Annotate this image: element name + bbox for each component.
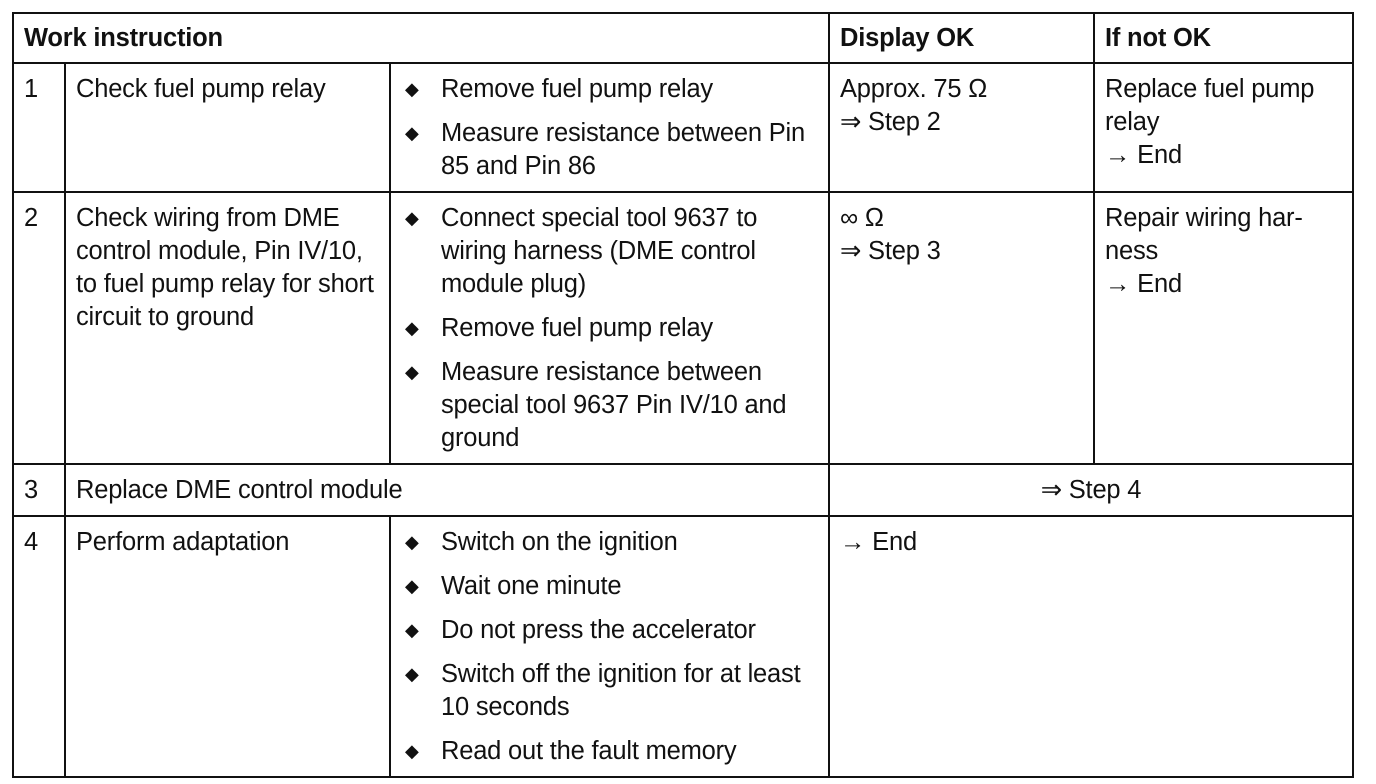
action-item: ◆ Do not press the accelerator — [401, 614, 818, 647]
table-row — [13, 192, 1353, 464]
diamond-bullet-icon: ◆ — [405, 620, 419, 640]
action-item: ◆ Switch on the ignition — [401, 526, 818, 559]
work-instruction-sheet — [12, 12, 1352, 778]
step-result: ⇒ Step 4 — [829, 464, 1353, 516]
step-number: 4 — [13, 516, 65, 777]
display-ok-next: → End — [840, 528, 917, 556]
action-item: ◆ Measure resistance between Pin 85 and Pin 86 — [405, 119, 805, 180]
diamond-bullet-icon: ◆ — [405, 362, 419, 382]
header-work-instruction: Work instruction — [13, 13, 829, 63]
header-display-ok: Display OK — [829, 13, 1094, 63]
if-not-ok-next: → End — [1105, 270, 1182, 298]
diamond-bullet-icon: ◆ — [405, 208, 419, 228]
table-row — [13, 63, 1353, 192]
header-if-not-ok: If not OK — [1094, 13, 1353, 63]
if-not-ok-cell — [1094, 63, 1353, 192]
diamond-bullet-icon: ◆ — [405, 664, 419, 684]
action-item: ◆ Remove fuel pump relay — [401, 73, 818, 106]
diamond-bullet-icon: ◆ — [405, 741, 419, 761]
display-ok-cell — [829, 516, 1353, 777]
step-actions — [390, 516, 829, 777]
action-item: ◆ Read out the fault memory — [401, 735, 818, 768]
display-ok-next: ⇒ Step 2 — [840, 108, 941, 136]
step-description: Check fuel pump relay — [65, 63, 390, 192]
action-item: ◆ Connect special tool 9637 to wiring harness (DME control module plug) — [405, 204, 758, 298]
action-item: ◆ Remove fuel pump relay — [401, 312, 818, 345]
step-actions — [390, 192, 829, 464]
work-instruction-table — [12, 12, 1354, 778]
step-description: Replace DME control module — [65, 464, 829, 516]
table-row — [13, 516, 1353, 777]
action-item: ◆ Switch off the ignition for at least 10 seconds — [405, 660, 801, 721]
display-ok-value: Approx. 75 Ω — [840, 75, 988, 103]
table-header-row — [13, 13, 1353, 63]
action-item: ◆ Measure resistance between special tool 9637 Pin IV/10 and ground — [405, 358, 787, 452]
display-ok-next: ⇒ Step 3 — [840, 237, 941, 265]
if-not-ok-action: Repair wiring har-ness — [1105, 204, 1303, 265]
diamond-bullet-icon: ◆ — [405, 318, 419, 338]
if-not-ok-next: → End — [1105, 141, 1182, 169]
step-description: Perform adaptation — [65, 516, 390, 777]
table-row — [13, 464, 1353, 516]
diamond-bullet-icon: ◆ — [405, 576, 419, 596]
if-not-ok-cell — [1094, 192, 1353, 464]
step-number: 3 — [13, 464, 65, 516]
step-number: 2 — [13, 192, 65, 464]
display-ok-cell — [829, 192, 1094, 464]
display-ok-value: ∞ Ω — [840, 204, 884, 232]
display-ok-cell — [829, 63, 1094, 192]
diamond-bullet-icon: ◆ — [405, 532, 419, 552]
if-not-ok-action: Replace fuel pump relay — [1105, 75, 1315, 136]
step-description: Check wiring from DME control module, Pin IV/10, to fuel pump relay for short circuit to ground — [65, 192, 390, 464]
action-item: ◆ Wait one minute — [401, 570, 818, 603]
step-actions — [390, 63, 829, 192]
diamond-bullet-icon: ◆ — [405, 79, 419, 99]
diamond-bullet-icon: ◆ — [405, 123, 419, 143]
step-number: 1 — [13, 63, 65, 192]
